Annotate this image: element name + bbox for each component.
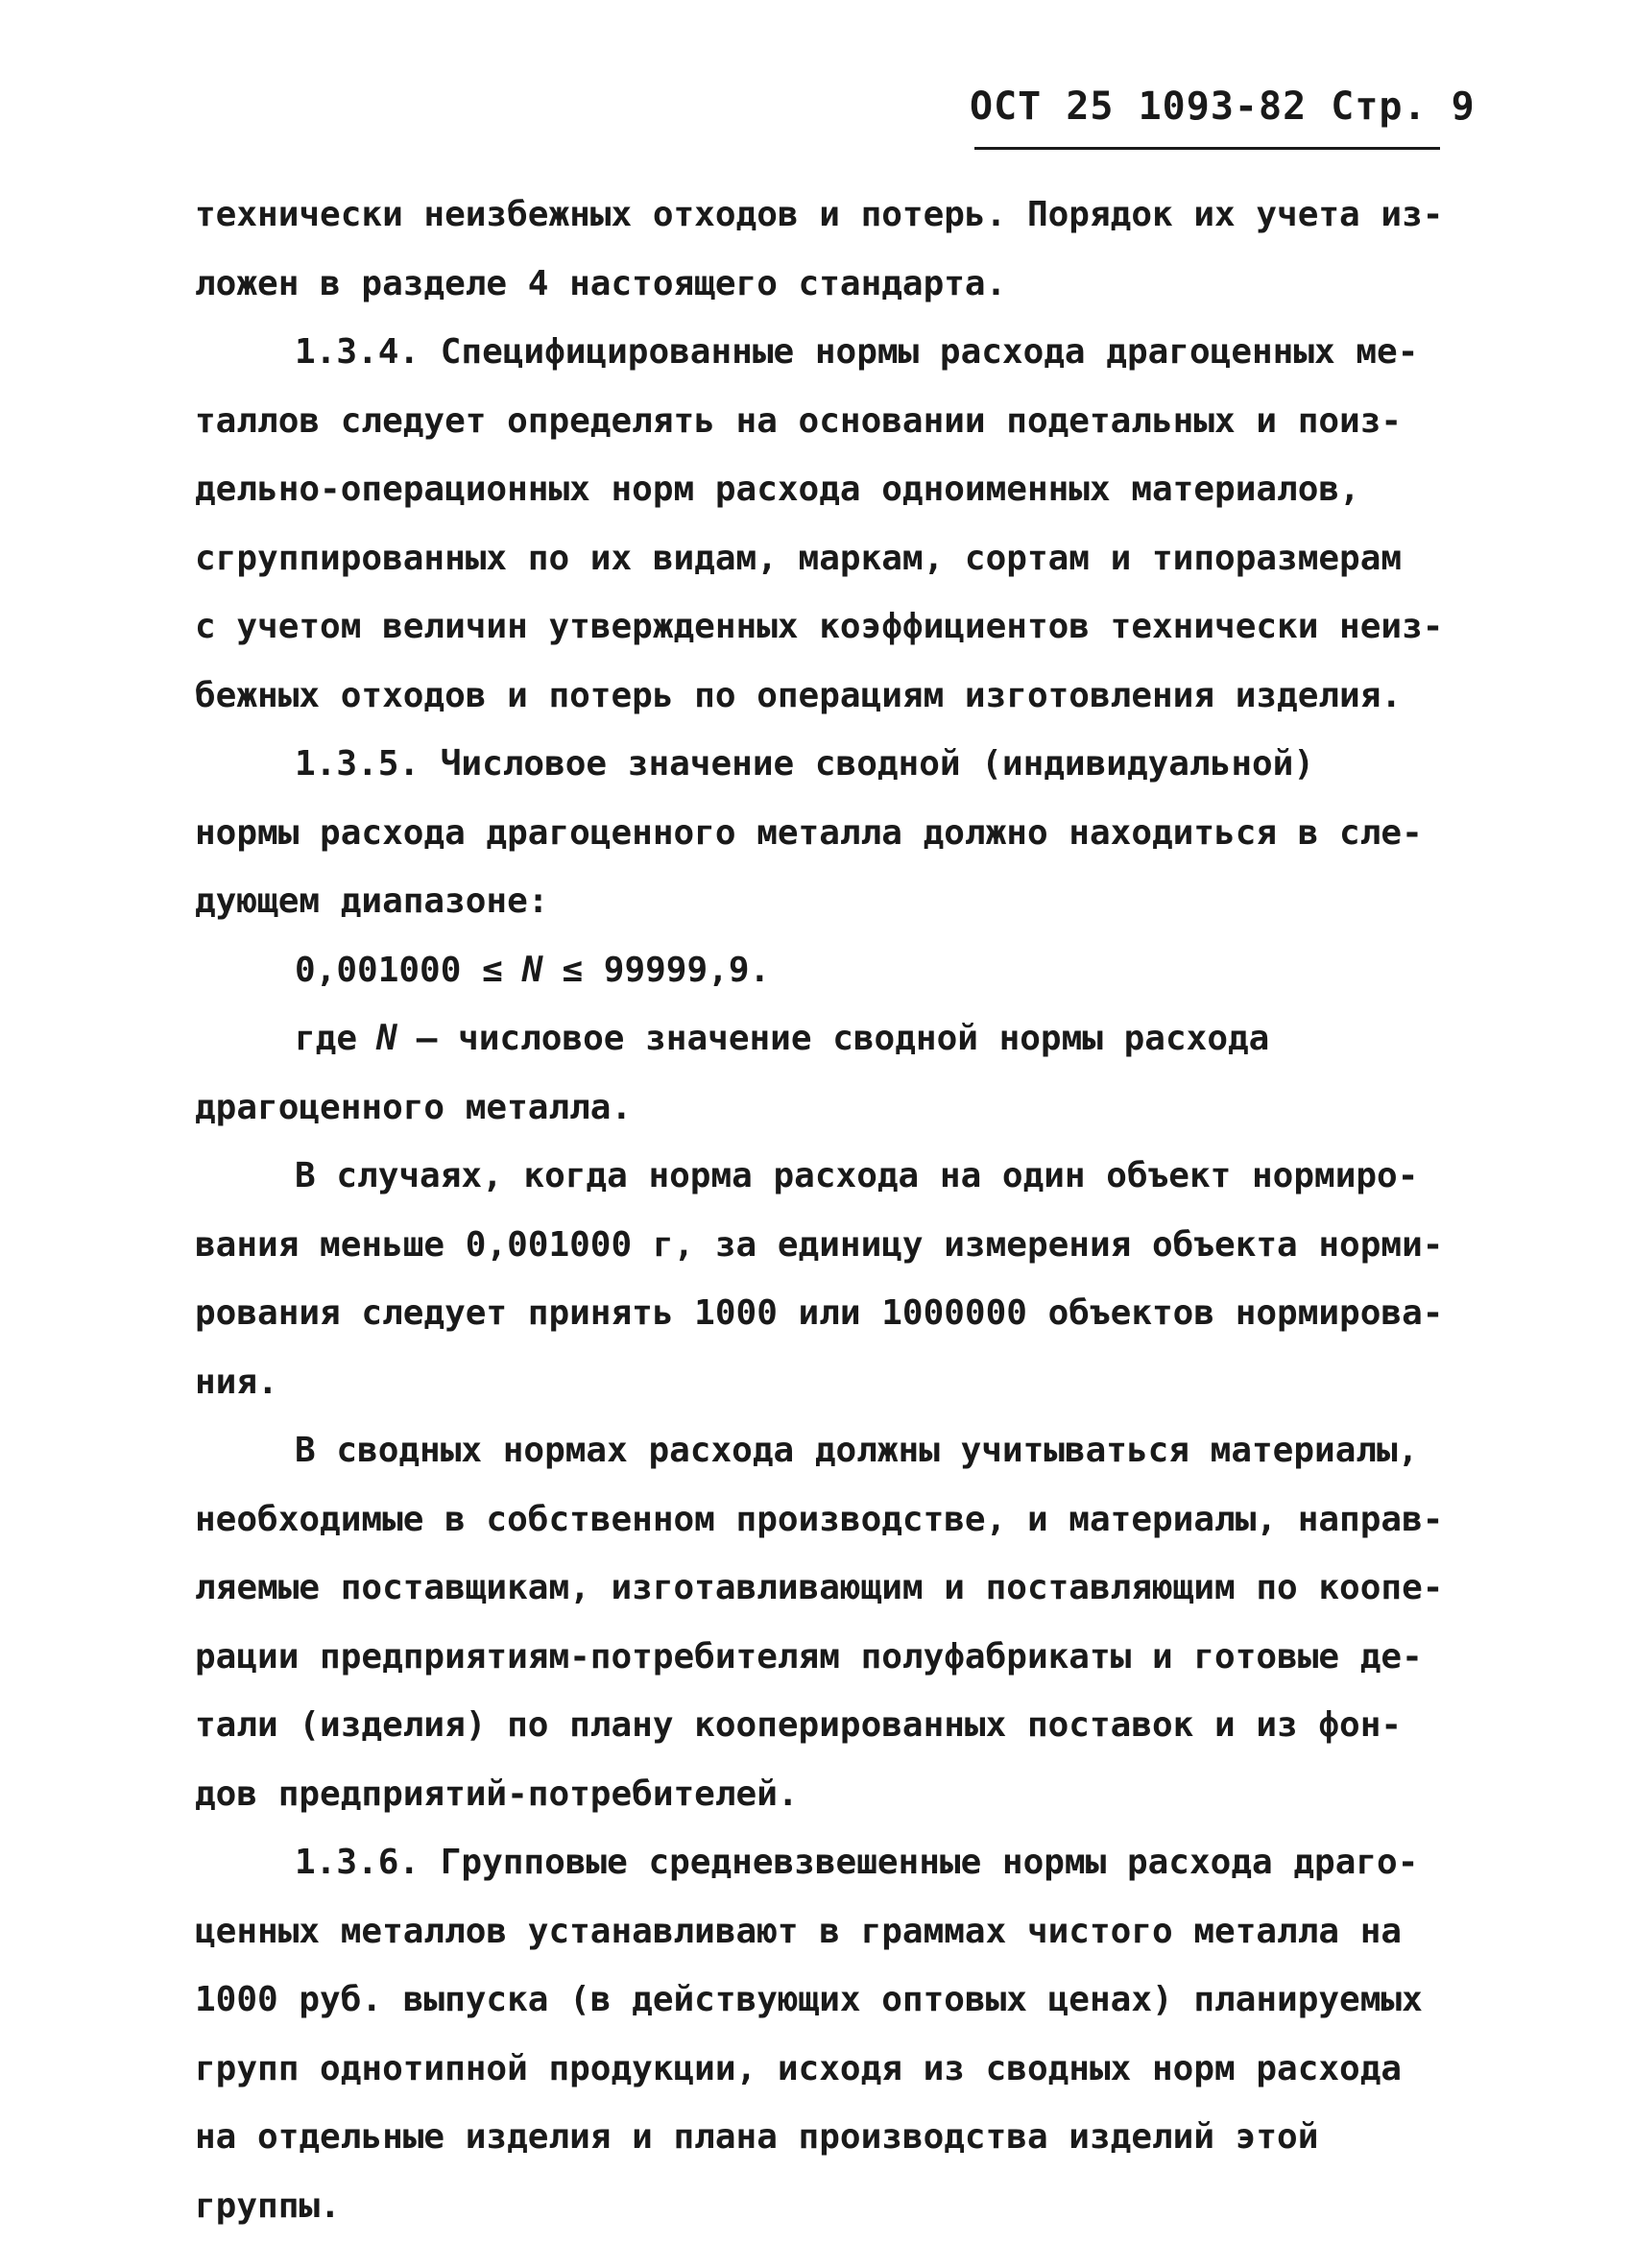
body-text: [195, 181, 1443, 2240]
text-line: бежных отходов и потерь по операциям изготовления изделия.: [195, 675, 1403, 715]
where-clause: [195, 1004, 1443, 1074]
page-header: [970, 84, 1476, 152]
where-symbol: N: [376, 1019, 397, 1058]
text-line: ложен в разделе 4 настоящего стандарта.: [195, 263, 1007, 303]
range-formula: [195, 936, 1443, 1005]
text-line: сгруппированных по их видам, маркам, сортам и типоразмерам: [195, 538, 1403, 578]
formula-symbol: N: [521, 950, 543, 990]
text-line: технически неизбежных отходов и потерь. Порядок их учета из-: [195, 195, 1443, 234]
text-line: тали (изделия) по плану кооперированных поставок и из фон-: [195, 1705, 1403, 1745]
text-line: нормы расхода драгоценного металла должно находиться в сле-: [195, 812, 1423, 853]
where-text: – числовое значение сводной нормы расхода: [416, 1019, 1270, 1058]
text-line: драгоценного металла.: [195, 1087, 633, 1127]
text-line: таллов следует определять на основании подетальных и поиз-: [195, 400, 1403, 441]
formula-lower-bound: 0,001000 ≤: [295, 950, 503, 990]
text-line: 1000 руб. выпуска (в действующих оптовых ценах) планируемых: [195, 1980, 1423, 2019]
header-designation: ОСТ 25 1093-82 Стр. 9: [970, 84, 1476, 129]
paragraph-first-line: В сводных нормах расхода должны учитываться материалы,: [295, 1431, 1419, 1470]
formula-upper-bound: ≤ 99999,9.: [562, 950, 771, 990]
clause-1-3-5-line: 1.3.5. Числовое значение сводной (индивидуальной): [295, 744, 1315, 784]
clause-1-3-6-line: 1.3.6. Групповые средневзвешенные нормы расхода драго-: [295, 1843, 1419, 1882]
text-line: рации предприятиям-потребителям полуфабрикаты и готовые де-: [195, 1636, 1423, 1677]
text-line: ляемые поставщикам, изготавливающим и поставляющим по коопе-: [195, 1568, 1443, 1607]
text-line: дельно-операционных норм расхода одноименных материалов,: [195, 470, 1360, 509]
header-underline: [974, 147, 1440, 150]
clause-1-3-4-line: 1.3.4. Специфицированные нормы расхода драгоценных ме-: [295, 332, 1419, 372]
text-line: дующем диапазоне:: [195, 881, 549, 921]
text-line: необходимые в собственном производстве, и материалы, направ-: [195, 1499, 1443, 1539]
text-line: рования следует принять 1000 или 1000000 объектов нормирова-: [195, 1293, 1443, 1333]
text-line: группы.: [195, 2185, 341, 2226]
paragraph-first-line: В случаях, когда норма расхода на один объект нормиро-: [295, 1156, 1419, 1195]
text-line: с учетом величин утвержденных коэффициентов технически неиз-: [195, 607, 1443, 646]
text-line: вания меньше 0,001000 г, за единицу измерения объекта норми-: [195, 1224, 1443, 1265]
text-line: ния.: [195, 1362, 278, 1402]
text-line: на отдельные изделия и плана производства изделий этой: [195, 2117, 1319, 2157]
text-line: групп однотипной продукции, исходя из сводных норм расхода: [195, 2048, 1403, 2088]
text-line: дов предприятий-потребителей.: [195, 1773, 799, 1814]
where-prefix: где: [295, 1019, 358, 1058]
text-line: ценных металлов устанавливают в граммах чистого металла на: [195, 1911, 1403, 1951]
